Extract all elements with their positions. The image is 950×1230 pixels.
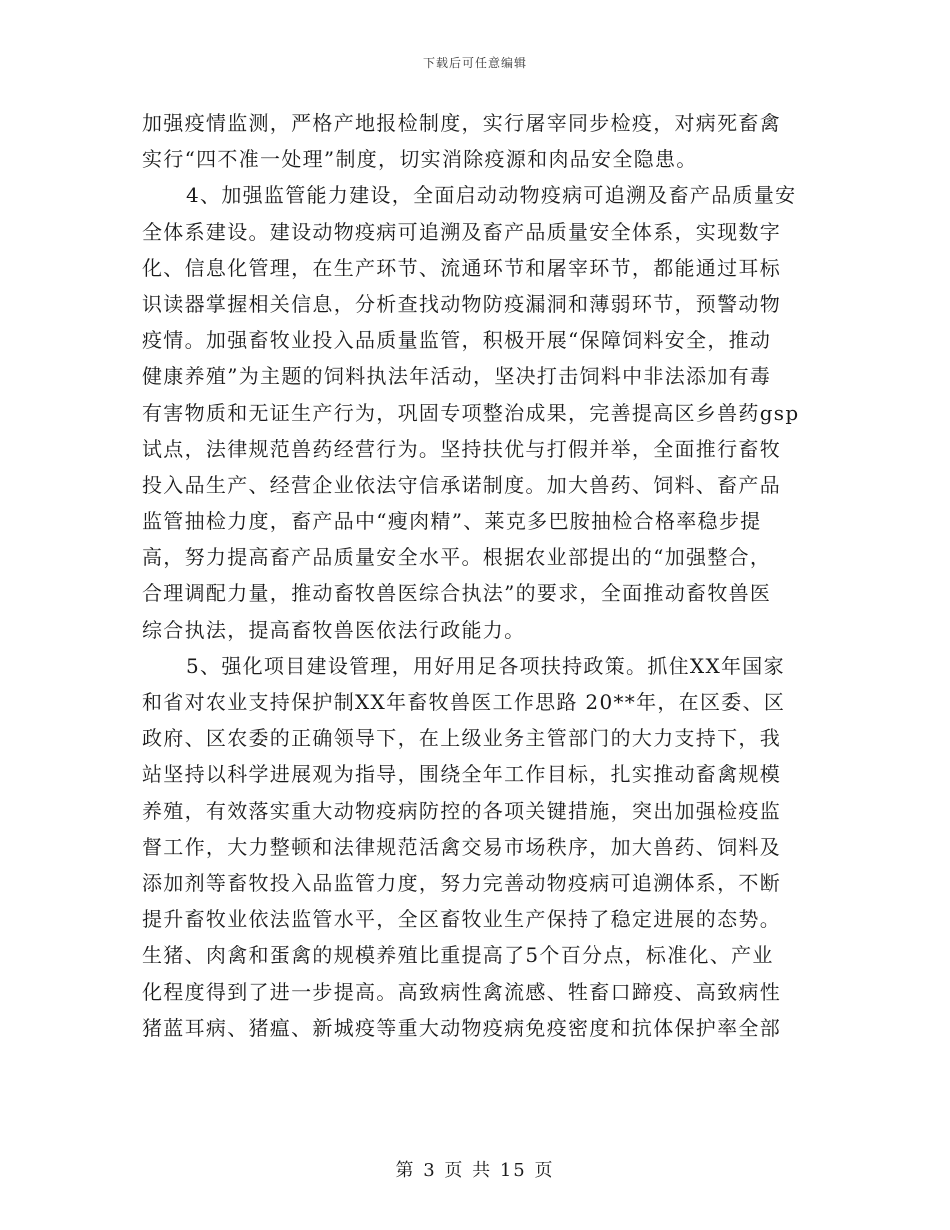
text-line: 全体系建设。建设动物疫病可追溯及畜产品质量安全体系，实现数字: [142, 219, 781, 244]
text-line: 添加剂等畜牧投入品监管力度，努力完善动物疫病可追溯体系，不断: [142, 870, 781, 895]
text-line: 投入品生产、经营企业依法守信承诺制度。加大兽药、饲料、畜产品: [142, 472, 781, 497]
text-line: 猪蓝耳病、猪瘟、新城疫等重大动物疫病免疫密度和抗体保护率全部: [142, 1015, 781, 1040]
text-line: 有害物质和无证生产行为，巩固专项整治成果，完善提高区乡兽药gsp: [142, 400, 800, 425]
text-line: 化程度得到了进一步提高。高致病性禽流感、牲畜口蹄疫、高致病性: [142, 979, 781, 1004]
text-line: 养殖，有效落实重大动物疫病防控的各项关键措施，突出加强检疫监: [142, 798, 781, 823]
text-line: 实行“四不准一处理”制度，切实消除疫源和肉品安全隐患。: [142, 147, 698, 172]
document-body: [142, 105, 810, 1046]
text-line: 试点，法律规范兽药经营行为。坚持扶优与打假并举，全面推行畜牧: [142, 436, 781, 461]
text-line: 和省对农业支持保护制XX年畜牧兽医工作思路 20**年，在区委、区: [142, 690, 786, 714]
text-line: 政府、区农委的正确领导下，在上级业务主管部门的大力支持下，我: [142, 726, 781, 751]
text-line: 监管抽检力度，畜产品中“瘦肉精”、莱克多巴胺抽检合格率稳步提: [142, 509, 762, 534]
page-number-footer: 第 3 页 共 15 页: [395, 1160, 555, 1181]
text-line: 督工作，大力整顿和法律规范活禽交易市场秩序，加大兽药、饲料及: [142, 834, 781, 859]
text-line: 生猪、肉禽和蛋禽的规模养殖比重提高了5个百分点，标准化、产业: [142, 943, 774, 968]
text-line: 识读器掌握相关信息，分析查找动物防疫漏洞和薄弱环节，预警动物: [142, 291, 781, 316]
text-line: 高，努力提高畜产品质量安全水平。根据农业部提出的“加强整合，: [142, 545, 772, 570]
text-line: 站坚持以科学进展观为指导，围绕全年工作目标，扎实推动畜禽规模: [142, 762, 781, 787]
text-line: 化、信息化管理，在生产环节、流通环节和屠宰环节，都能通过耳标: [142, 255, 781, 280]
text-line: 合理调配力量，推动畜牧兽医综合执法”的要求，全面推动畜牧兽医: [142, 581, 772, 606]
page-header: 下载后可任意编辑: [422, 56, 527, 70]
text-line: 健康养殖”为主题的饲料执法年活动，坚决打击饲料中非法添加有毒: [142, 364, 772, 389]
text-line: 综合执法，提高畜牧兽医依法行政能力。: [142, 617, 526, 642]
text-line: 提升畜牧业依法监管水平，全区畜牧业生产保持了稳定进展的态势。: [142, 907, 781, 932]
text-line: 疫情。加强畜牧业投入品质量监管，积极开展“保障饲料安全，推动: [142, 328, 772, 353]
text-line: 加强疫情监测，严格产地报检制度，实行屠宰同步检疫，对病死畜禽: [142, 111, 781, 135]
paragraph-start-line: 5、强化项目建设管理，用好用足各项扶持政策。抓住XX年国家: [186, 653, 785, 678]
paragraph-start-line: 4、加强监管能力建设，全面启动动物疫病可追溯及畜产品质量安: [186, 183, 797, 208]
